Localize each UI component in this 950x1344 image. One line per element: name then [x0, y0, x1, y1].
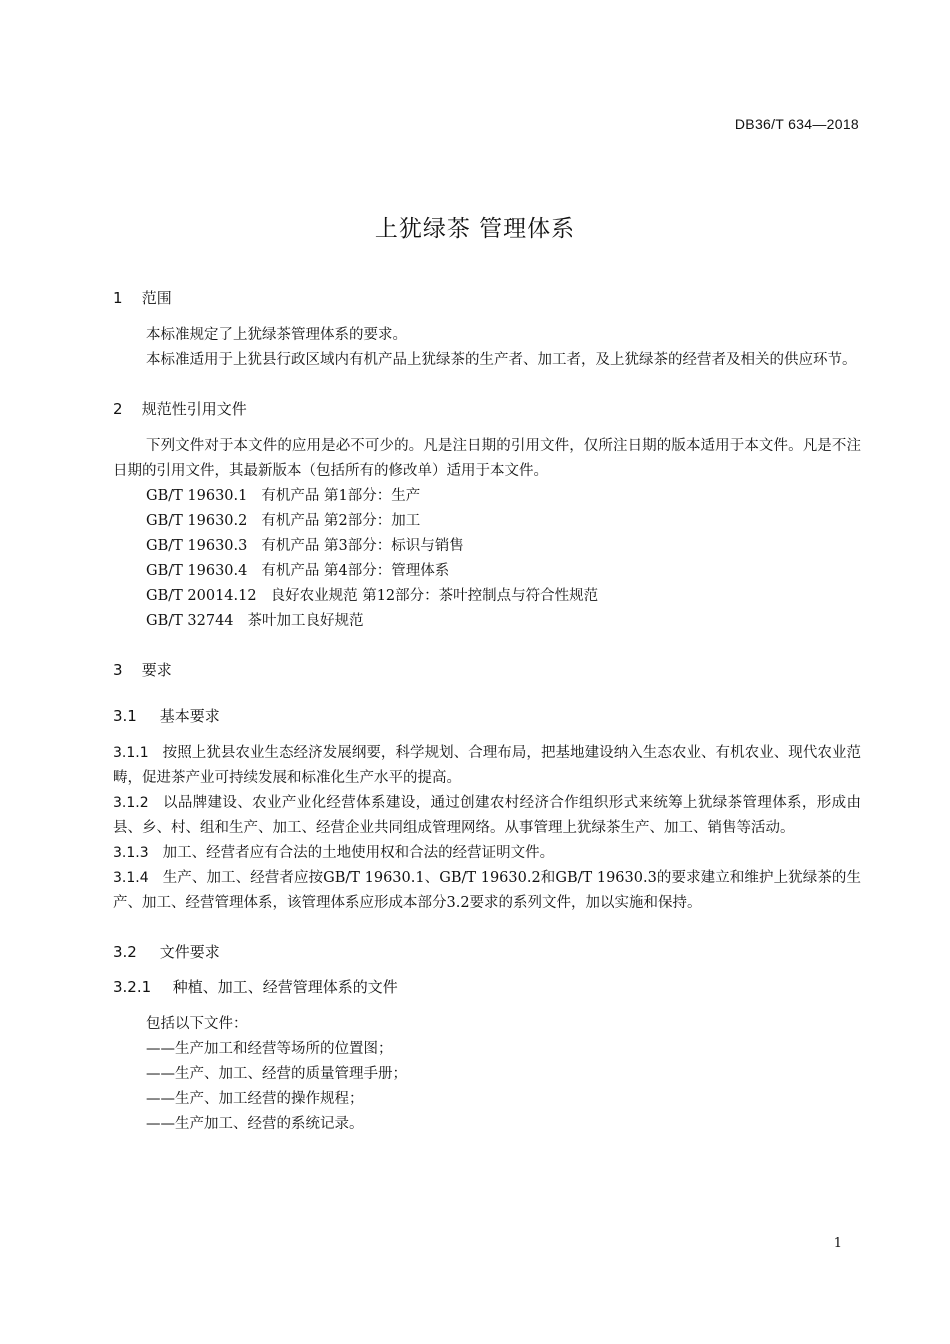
clause-number: 3.1.1	[113, 745, 149, 761]
reference-title: 有机产品 第4部分：管理体系	[261, 563, 450, 579]
reference-code: GB/T 20014.12	[146, 588, 257, 604]
section-title: 要求	[141, 661, 172, 679]
reference-item	[113, 559, 861, 584]
section-heading-requirements	[113, 660, 861, 680]
reference-code: GB/T 32744	[146, 613, 234, 629]
clause-text: 以品牌建设、农业产业化经营体系建设，通过创建农村经济合作组织形式来统筹上犹绿茶管理体系，形成由县、乡、村、组和生产、加工、经营企业共同组成管理网络。从事管理上犹绿茶生产、加工、销售等活动。	[113, 795, 861, 836]
page-number: 1	[833, 1236, 842, 1251]
subsubsection-number: 3.2.1	[113, 978, 152, 996]
reference-title: 有机产品 第1部分：生产	[261, 488, 421, 504]
reference-item	[113, 484, 861, 509]
subsection-number: 3.2	[113, 943, 137, 961]
section-heading-normative-references	[113, 399, 861, 419]
section-number: 2	[113, 400, 123, 418]
reference-item	[113, 584, 861, 609]
subsection-title: 文件要求	[159, 943, 220, 961]
subsubsection-heading-management-documents	[113, 977, 861, 997]
paragraph: 本标准规定了上犹绿茶管理体系的要求。	[146, 327, 407, 343]
section-number: 3	[113, 661, 123, 679]
paragraph: 本标准适用于上犹县行政区域内有机产品上犹绿茶的生产者、加工者，及上犹绿茶的经营者及相关的供应环节。	[146, 352, 857, 368]
reference-code: GB/T 19630.4	[146, 563, 248, 579]
subsection-heading-basic-requirements	[113, 706, 861, 726]
list-item: ——生产加工、经营的系统记录。	[146, 1116, 364, 1132]
reference-code: GB/T 19630.1	[146, 488, 248, 504]
document-body	[113, 288, 861, 1137]
list-item: ——生产加工和经营等场所的位置图；	[146, 1041, 393, 1057]
paragraph: 下列文件对于本文件的应用是必不可少的。凡是注日期的引用文件，仅所注日期的版本适用于本文件。凡是不注日期的引用文件，其最新版本（包括所有的修改单）适用于本文件。	[113, 438, 861, 479]
standard-code: DB36/T 634—2018	[734, 116, 859, 132]
document-title: 上犹绿茶 管理体系	[374, 216, 576, 242]
clause-text: 按照上犹县农业生态经济发展纲要，科学规划、合理布局，把基地建设纳入生态农业、有机农业、现代农业范畴，促进茶产业可持续发展和标准化生产水平的提高。	[113, 745, 861, 786]
reference-code: GB/T 19630.2	[146, 513, 248, 529]
reference-title: 有机产品 第2部分：加工	[261, 513, 421, 529]
reference-title: 茶叶加工良好规范	[247, 613, 364, 629]
reference-title: 良好农业规范 第12部分：茶叶控制点与符合性规范	[270, 588, 599, 604]
section-number: 1	[113, 289, 123, 307]
reference-code: GB/T 19630.3	[146, 538, 248, 554]
reference-item	[113, 609, 861, 634]
section-title: 范围	[141, 289, 172, 307]
subsection-heading-document-requirements	[113, 942, 861, 962]
subsection-title: 基本要求	[159, 707, 220, 725]
subsection-number: 3.1	[113, 707, 137, 725]
reference-title: 有机产品 第3部分：标识与销售	[261, 538, 464, 554]
clause	[113, 841, 861, 866]
reference-item	[113, 534, 861, 559]
clause-number: 3.1.2	[113, 795, 149, 811]
clause	[113, 866, 861, 916]
list-intro: 包括以下文件：	[146, 1016, 248, 1032]
reference-item	[113, 509, 861, 534]
clause-number: 3.1.4	[113, 870, 149, 886]
clause	[113, 741, 861, 791]
list-item: ——生产、加工、经营的质量管理手册；	[146, 1066, 407, 1082]
clause-text: 生产、加工、经营者应按GB/T 19630.1、GB/T 19630.2和GB/T 19630.3的要求建立和维护上犹绿茶的生产、加工、经营管理体系，该管理体系应形成本部分3.2要求的系列文件，加以实施和保持。	[113, 870, 861, 911]
clause-number: 3.1.3	[113, 845, 149, 861]
clause-text: 加工、经营者应有合法的土地使用权和合法的经营证明文件。	[162, 845, 555, 861]
clause	[113, 791, 861, 841]
section-title: 规范性引用文件	[141, 400, 247, 418]
section-heading-scope	[113, 288, 861, 308]
subsubsection-title: 种植、加工、经营管理体系的文件	[172, 978, 398, 996]
list-item: ——生产、加工经营的操作规程；	[146, 1091, 364, 1107]
